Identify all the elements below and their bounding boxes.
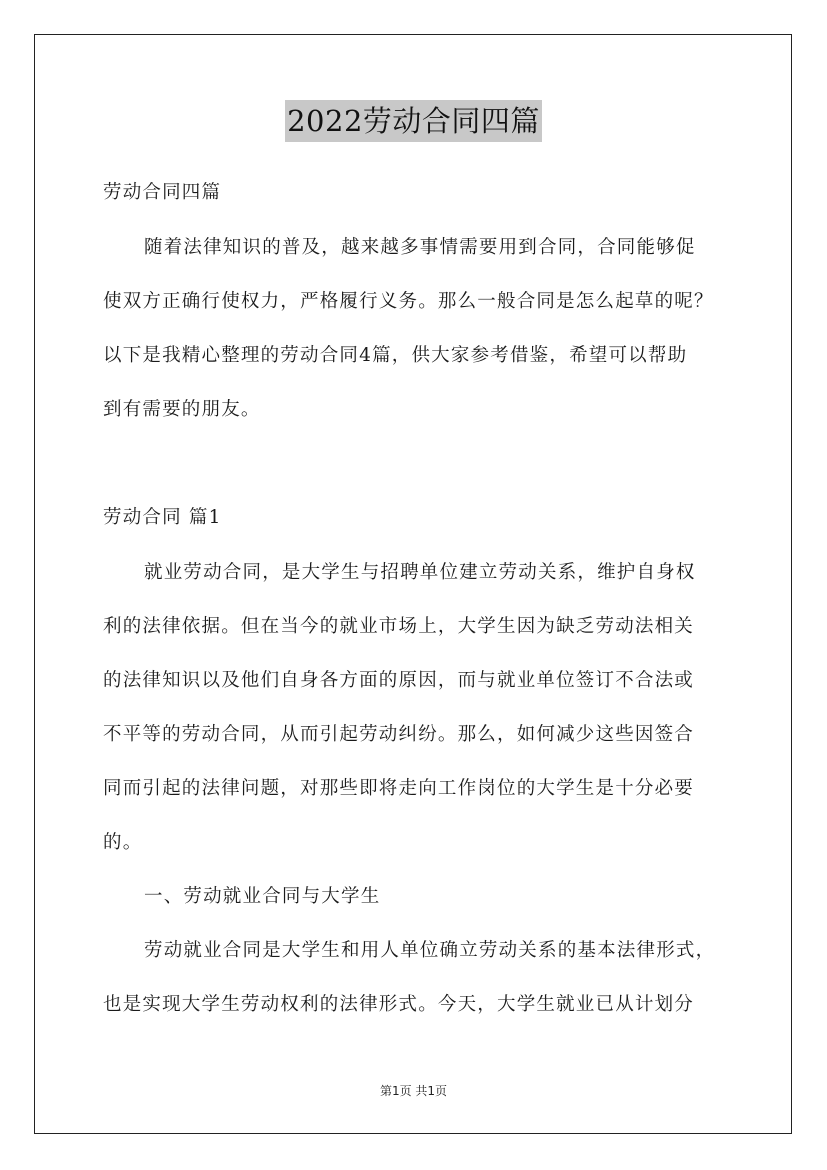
intro-line-3: 以下是我精心整理的劳动合同4篇，供大家参考借鉴，希望可以帮助 bbox=[103, 345, 688, 366]
intro-line-1: 随着法律知识的普及，越来越多事情需要用到合同，合同能够促 bbox=[144, 237, 696, 258]
section1-heading: 劳动合同 篇1 bbox=[103, 507, 222, 528]
page-footer: 第1页 共1页 bbox=[379, 1084, 448, 1098]
document-subtitle: 劳动合同四篇 bbox=[103, 182, 222, 203]
intro-line-2: 使双方正确行使权力，严格履行义务。那么一般合同是怎么起草的呢？ bbox=[103, 291, 714, 312]
section1-line-1: 就业劳动合同，是大学生与招聘单位建立劳动关系，维护自身权 bbox=[144, 562, 696, 583]
subparagraph1-line-1: 劳动就业合同是大学生和用人单位确立劳动关系的基本法律形式， bbox=[144, 940, 716, 961]
section1-line-2: 利的法律依据。但在当今的就业市场上，大学生因为缺乏劳动法相关 bbox=[103, 616, 695, 637]
section1-line-5: 同而引起的法律问题，对那些即将走向工作岗位的大学生是十分必要 bbox=[103, 778, 695, 799]
subheading-1: 一、劳动就业合同与大学生 bbox=[144, 886, 381, 907]
subparagraph1-line-2: 也是实现大学生劳动权利的法律形式。今天，大学生就业已从计划分 bbox=[103, 994, 695, 1015]
document-title: 2022劳动合同四篇 bbox=[285, 100, 542, 142]
section1-line-6: 的。 bbox=[103, 832, 143, 853]
section1-line-3: 的法律知识以及他们自身各方面的原因，而与就业单位签订不合法或 bbox=[103, 670, 695, 691]
title-wrap bbox=[0, 100, 827, 142]
section1-line-4: 不平等的劳动合同，从而引起劳动纠纷。那么，如何减少这些因签合 bbox=[103, 724, 695, 745]
intro-line-4: 到有需要的朋友。 bbox=[103, 399, 261, 420]
